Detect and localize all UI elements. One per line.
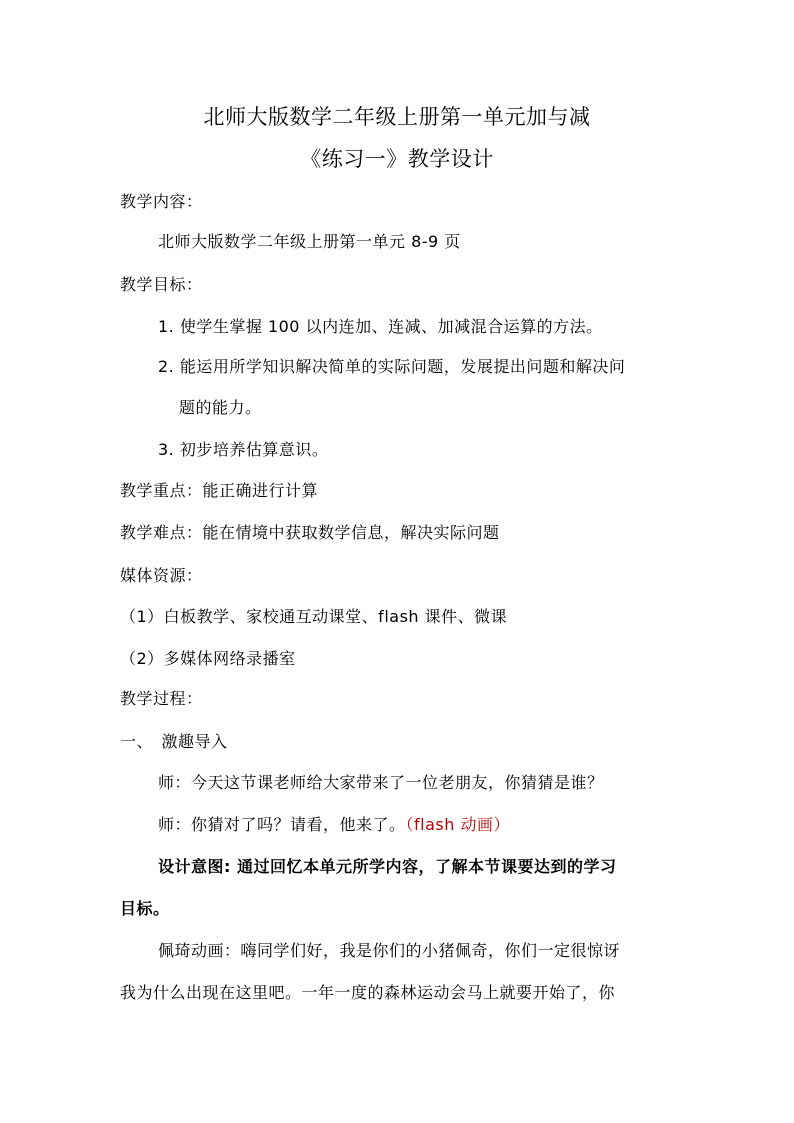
flash-animation-note: （flash 动画） bbox=[405, 815, 510, 834]
media-item: （2）多媒体网络录播室 bbox=[120, 649, 296, 668]
goal-item: 3. 初步培养估算意识。 bbox=[158, 440, 329, 459]
design-intent: 设计意图: 通过回忆本单元所学内容，了解本节课要达到的学习 bbox=[158, 857, 617, 876]
media-heading: 媒体资源： bbox=[120, 566, 203, 585]
key-point: 教学重点：能正确进行计算 bbox=[120, 481, 319, 500]
peppa-animation-text-continuation: 我为什么出现在这里吧。一年一度的森林运动会马上就要开始了，你 bbox=[120, 983, 616, 1002]
media-item: （1）白板教学、家校通互动课堂、flash 课件、微课 bbox=[120, 607, 508, 626]
goal-item: 1. 使学生掌握 100 以内连加、连减、加减混合运算的方法。 bbox=[158, 317, 603, 336]
document-title-line-2: 《练习一》教学设计 bbox=[300, 147, 494, 171]
goal-item: 2. 能运用所学知识解决简单的实际问题，发展提出问题和解决问 bbox=[158, 357, 626, 376]
document-title-line-1: 北师大版数学二年级上册第一单元加与减 bbox=[203, 105, 591, 129]
goals-heading: 教学目标： bbox=[120, 275, 203, 294]
teacher-line-text: 师：你猜对了吗？请看，他来了。 bbox=[158, 815, 406, 834]
section-one-heading: 一、 激趣导入 bbox=[120, 732, 228, 751]
goal-item-continuation: 题的能力。 bbox=[179, 398, 262, 417]
teacher-line bbox=[158, 815, 510, 835]
content-text: 北师大版数学二年级上册第一单元 8-9 页 bbox=[158, 232, 461, 251]
teacher-line: 师：今天这节课老师给大家带来了一位老朋友，你猜猜是谁？ bbox=[158, 773, 604, 792]
peppa-animation-text: 佩琦动画：嗨同学们好，我是你们的小猪佩奇，你们一定很惊讶 bbox=[158, 941, 621, 960]
difficult-point: 教学难点：能在情境中获取数学信息，解决实际问题 bbox=[120, 523, 500, 542]
design-intent-continuation: 目标。 bbox=[120, 899, 170, 918]
content-heading: 教学内容： bbox=[120, 192, 203, 211]
process-heading: 教学过程： bbox=[120, 689, 203, 708]
